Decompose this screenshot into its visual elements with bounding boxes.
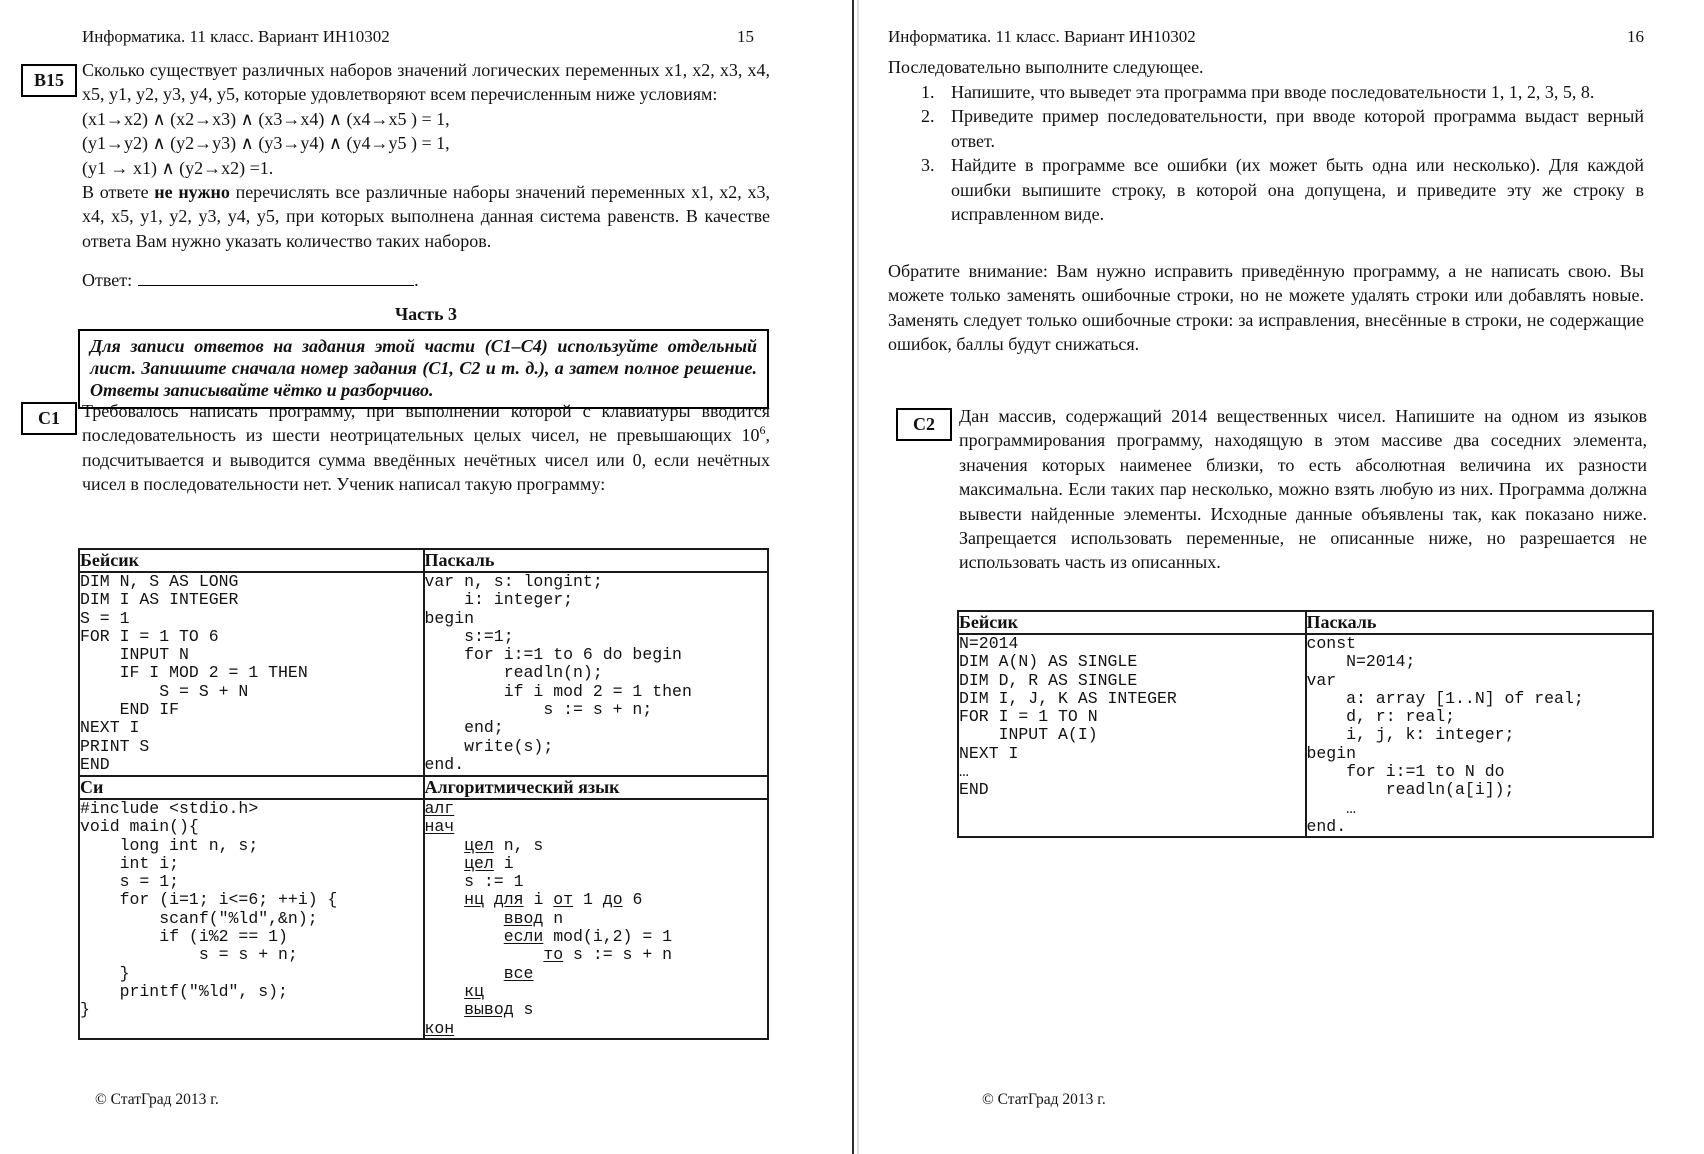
page-16 [860,0,1704,1154]
copyright-footer: © СтатГрад 2013 г. [95,1091,219,1108]
b15-note-pre: В ответе [82,182,155,203]
list-item-text: Напишите, что выведет эта программа при вводе последовательности 1, 1, 2, 3, 5, 8. [951,82,1595,102]
language-header-basic: Бейсик [79,549,424,572]
b15-formula-line: (y1 → x1) ∧ (y2→x2) =1. [82,157,274,178]
list-item-number: 2. [921,106,935,127]
b15-note-bold: не нужно [154,182,230,203]
header-page-number: 15 [737,27,754,46]
task-list [888,80,1644,226]
c1-superscript: 6 [759,423,766,438]
list-item-text: Приведите пример последовательности, при вводе которой программа выдаст верный ответ. [951,106,1644,151]
code-cell-c [79,799,424,1039]
question-label-text: В15 [33,70,64,90]
table-row [958,634,1653,837]
c2-code-table [957,610,1654,838]
code-cell-pascal [1306,634,1654,837]
code-cell-algo [424,799,769,1039]
answer-suffix: . [414,270,419,291]
c1-question [82,399,770,497]
c1-text-pre: Требовалось написать программу, при выполнении которой с клавиатуры вводится последовательность из шести неотрицательных целых чисел, не превышающих 10 [82,401,770,446]
list-item-text: Найдите в программе все ошибки (их может быть одна или несколько). Для каждой ошибки выпишите строку, в которой она допущена, и приведите эту же строку в исправленном виде. [951,155,1644,225]
list-item [888,104,1644,153]
language-header-algo: Алгоритмический язык [424,776,769,799]
question-label-text: С2 [913,414,935,434]
code-cell-basic [958,634,1306,837]
language-header-pascal: Паскаль [1306,611,1654,634]
table-row [79,776,768,799]
question-label-text: С1 [38,408,60,428]
b15-note-paragraph [82,180,770,253]
header-title: Информатика. 11 класс. Вариант ИН10302 [82,27,390,46]
pascal-code-block: var n, s: longint; i: integer; begin s:=1; for i:=1 to 6 do begin readln(n); if i mod 2 = 1 then s := s + n; end; write(s); end. [424,572,692,774]
pascal-code-block: const N=2014; var a: array [1..N] of real; d, r: real; i, j, k: integer; begin for i:=1 to N do readln(a[i]); … end. [1306,634,1584,836]
answer-label: Ответ: [82,270,133,291]
b15-question [82,58,770,293]
list-item [888,80,1644,104]
answer-row [82,268,770,292]
b15-formula-line: (y1→y2) ∧ (y2→y3) ∧ (y3→y4) ∧ (y4→y5 ) = 1, [82,133,450,154]
c-code-block: #include <stdio.h> void main(){ long int n, s; int i; s = 1; for (i=1; i<=6; ++i) { scanf("%ld",&n); if (i%2 == 1) s = s + n; } printf("%ld", s); } [80,799,338,1020]
language-header-basic: Бейсик [958,611,1306,634]
b15-intro-paragraph: Сколько существует различных наборов значений логических переменных x1, x2, x3, x4, x5, y1, y2, y3, y4, y5, которые удовлетворяют всем перечисленным ниже условиям: [82,60,770,105]
copyright-footer: © СтатГрад 2013 г. [982,1091,1106,1108]
table-row [958,611,1653,634]
attention-note: Обратите внимание: Вам нужно исправить приведённую программу, а не написать свою. Вы можете только заменять ошибочные строки, но не можете удалять строки или добавлять новые. Заменять следует только ошибочные строки: за исправления, внесённые в строки, не содержащие ошибок, баллы будут снижаться. [888,261,1644,355]
basic-code-block: N=2014 DIM A(N) AS SINGLE DIM D, R AS SINGLE DIM I, J, K AS INTEGER FOR I = 1 TO N INPUT A(I) NEXT I … END [959,634,1177,800]
table-row [79,549,768,572]
c2-paragraph: Дан массив, содержащий 2014 вещественных чисел. Напишите на одном из языков программирования программу, находящую в этом массиве два соседних элемента, значения которых наименее близки, то есть абсолютная величина их разности максимальна. Если таких пар несколько, можно взять любую из них. Программа должна вывести найденные элементы. Исходные данные объявлены так, как показано ниже. Запрещается использовать переменные, не описанные ниже, но разрешается не использовать часть из описанных. [959,406,1647,573]
c2-question [959,404,1647,575]
code-cell-basic [79,572,424,776]
page-header [888,27,1644,47]
header-title: Информатика. 11 класс. Вариант ИН10302 [888,27,1196,46]
list-item-number: 1. [921,82,935,102]
sequence-intro: Последовательно выполните следующее. [888,57,1204,77]
b15-formula-line: (x1→x2) ∧ (x2→x3) ∧ (x3→x4) ∧ (x4→x5 ) = 1, [82,108,450,129]
b15-note-post: перечислять все различные наборы значений переменных x1, x2, x3, x4, x5, y1, y2, y3, y4, y5, при которых выполнена данная система равенств. В качестве ответа Вам нужно указать количество таких наборов. [82,182,771,251]
list-item [888,153,1644,226]
basic-code-block: DIM N, S AS LONG DIM I AS INTEGER S = 1 FOR I = 1 TO 6 INPUT N IF I MOD 2 = 1 THEN S = S + N END IF NEXT I PRINT S END [80,572,308,774]
table-row [79,799,768,1039]
page-divider-shadow [857,0,859,1154]
c1-paragraph [82,399,770,497]
list-item-number: 3. [921,155,935,176]
page-divider-line [852,0,854,1154]
table-row [79,572,768,776]
part3-heading: Часть 3 [394,304,458,324]
code-cell-pascal [424,572,769,776]
algo-code-block: алг нач цел n, s цел i s := 1 нц для i от 1 до 6 ввод n если mod(i,2) = 1 то s := s + n все кц вывод s кон [424,799,673,1038]
page-header [82,27,754,47]
part3-instruction-box: Для записи ответов на задания этой части (С1–С4) используйте отдельный лист. Запишите сначала номер задания (С1, С2 и т. д.), а затем полное решение. Ответы записывайте чётко и разборчиво. [78,329,769,409]
c1-code-table [78,548,769,1040]
language-header-pascal: Паскаль [424,549,769,572]
header-page-number: 16 [1627,27,1644,46]
c1-text-post: , подсчитывается и выводится сумма введённых нечётных чисел или 0, если нечётных чисел в последовательности нет. Ученик написал такую программу: [82,425,770,495]
answer-blank-line [138,271,414,286]
question-label-c2 [896,408,952,441]
language-header-c: Си [79,776,424,799]
question-label-b15 [21,64,77,97]
question-label-c1 [21,402,77,435]
